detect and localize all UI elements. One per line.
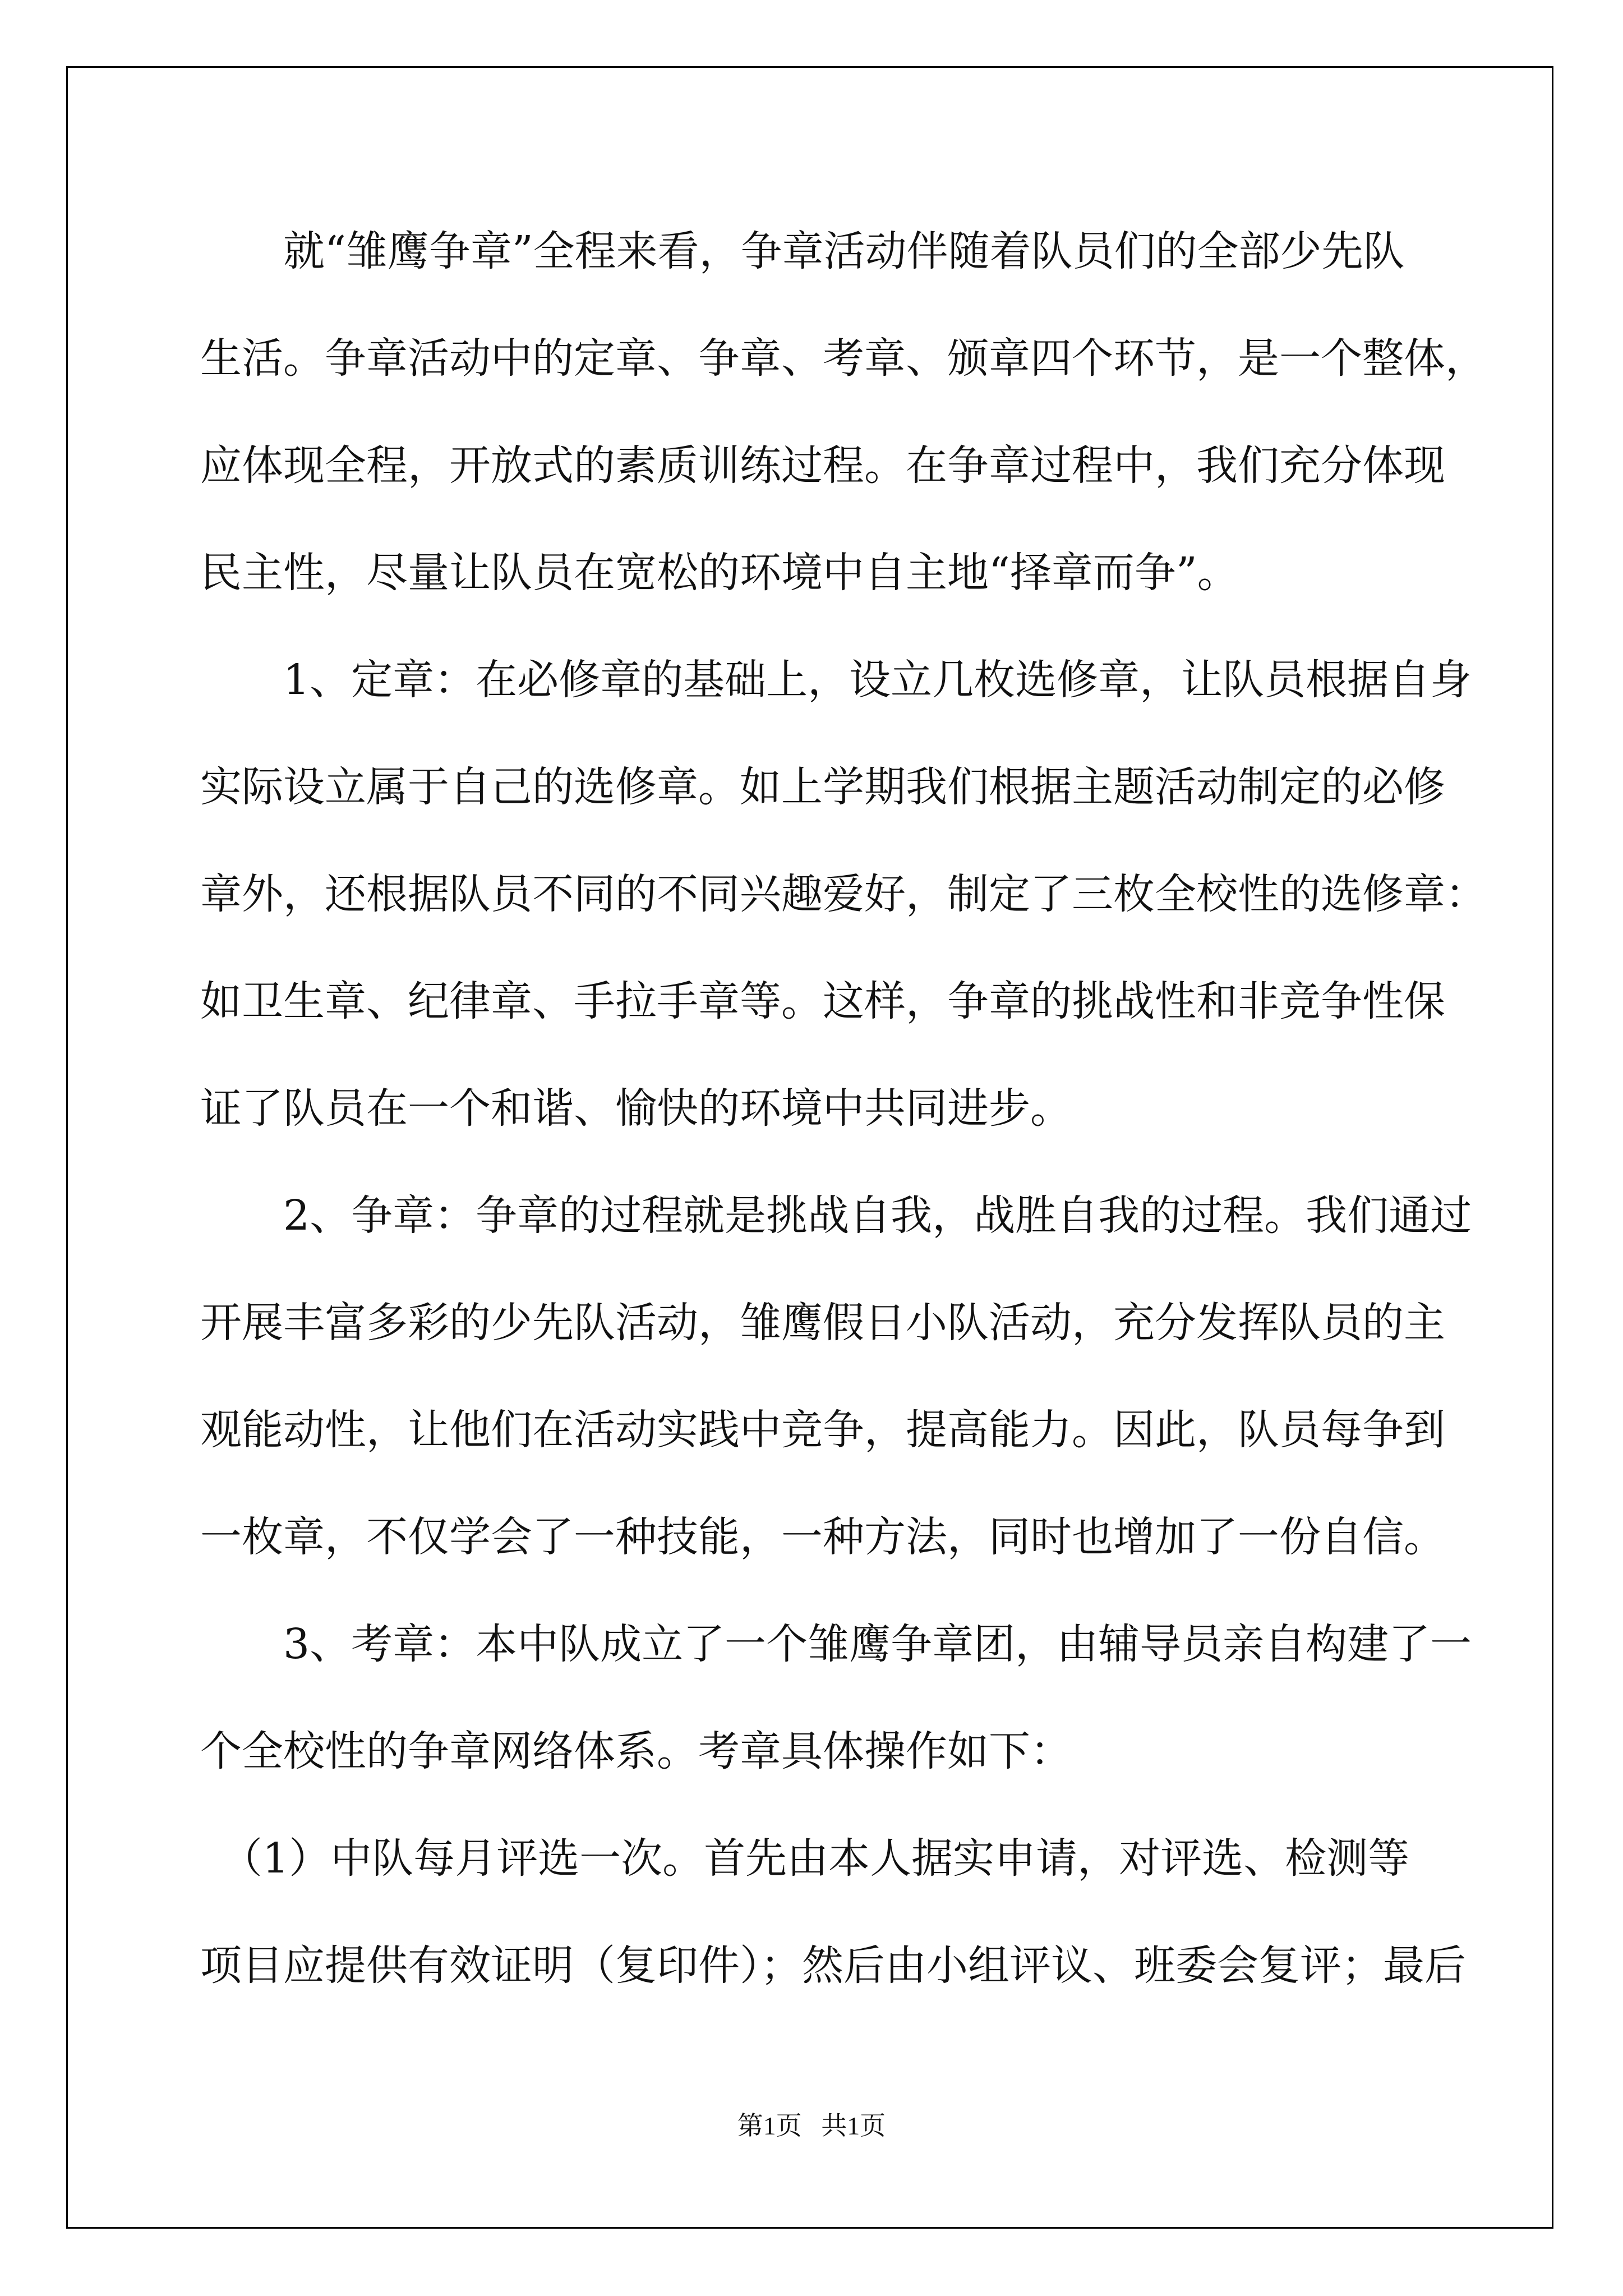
body-line-4: 民主性，尽量让队员在宽松的环境中自主地“择章而争”。 [200, 549, 1239, 597]
page-footer [0, 2109, 1623, 2143]
body-line-11: 开展丰富多彩的少先队活动，雏鹰假日小队活动，充分发挥队员的主 [200, 1299, 1445, 1347]
page-frame [66, 66, 1553, 2229]
body-line-17: 项目应提供有效证明（复印件）；然后由小组评议、班委会复评；最后 [200, 1941, 1466, 1990]
body-line-1: 就“雏鹰争章”全程来看，争章活动伴随着队员们的全部少先队 [200, 227, 1405, 275]
body-line-8: 如卫生章、纪律章、手拉手章等。这样，争章的挑战性和非竞争性保 [200, 977, 1445, 1025]
body-line-9: 证了队员在一个和谐、愉快的环境中共同进步。 [200, 1084, 1072, 1133]
body-line-10: 2、争章：争章的过程就是挑战自我，战胜自我的过程。我们通过 [200, 1191, 1472, 1240]
body-line-15: 个全校性的争章网络体系。考章具体操作如下： [200, 1727, 1072, 1775]
body-line-6: 实际设立属于自己的选修章。如上学期我们根据主题活动制定的必修 [200, 763, 1445, 811]
body-line-3: 应体现全程，开放式的素质训练过程。在争章过程中，我们充分体现 [200, 441, 1445, 490]
body-line-2: 生活。争章活动中的定章、争章、考章、颁章四个环节，是一个整体， [200, 334, 1487, 383]
body-line-7: 章外，还根据队员不同的不同兴趣爱好，制定了三枚全校性的选修章： [200, 870, 1487, 918]
body-line-13: 一枚章，不仅学会了一种技能，一种方法，同时也增加了一份自信。 [200, 1513, 1445, 1561]
body-line-16: （1）中队每月评选一次。首先由本人据实申请，对评选、检测等 [200, 1834, 1410, 1883]
body-line-12: 观能动性，让他们在活动实践中竞争，提高能力。因此，队员每争到 [200, 1406, 1445, 1454]
page-total: 共1页 [821, 2111, 886, 2140]
page-number: 第1页 [737, 2111, 802, 2140]
body-line-5: 1、定章：在必修章的基础上，设立几枚选修章，让队员根据自身 [200, 656, 1472, 704]
body-line-14: 3、考章：本中队成立了一个雏鹰争章团，由辅导员亲自构建了一 [200, 1620, 1472, 1668]
